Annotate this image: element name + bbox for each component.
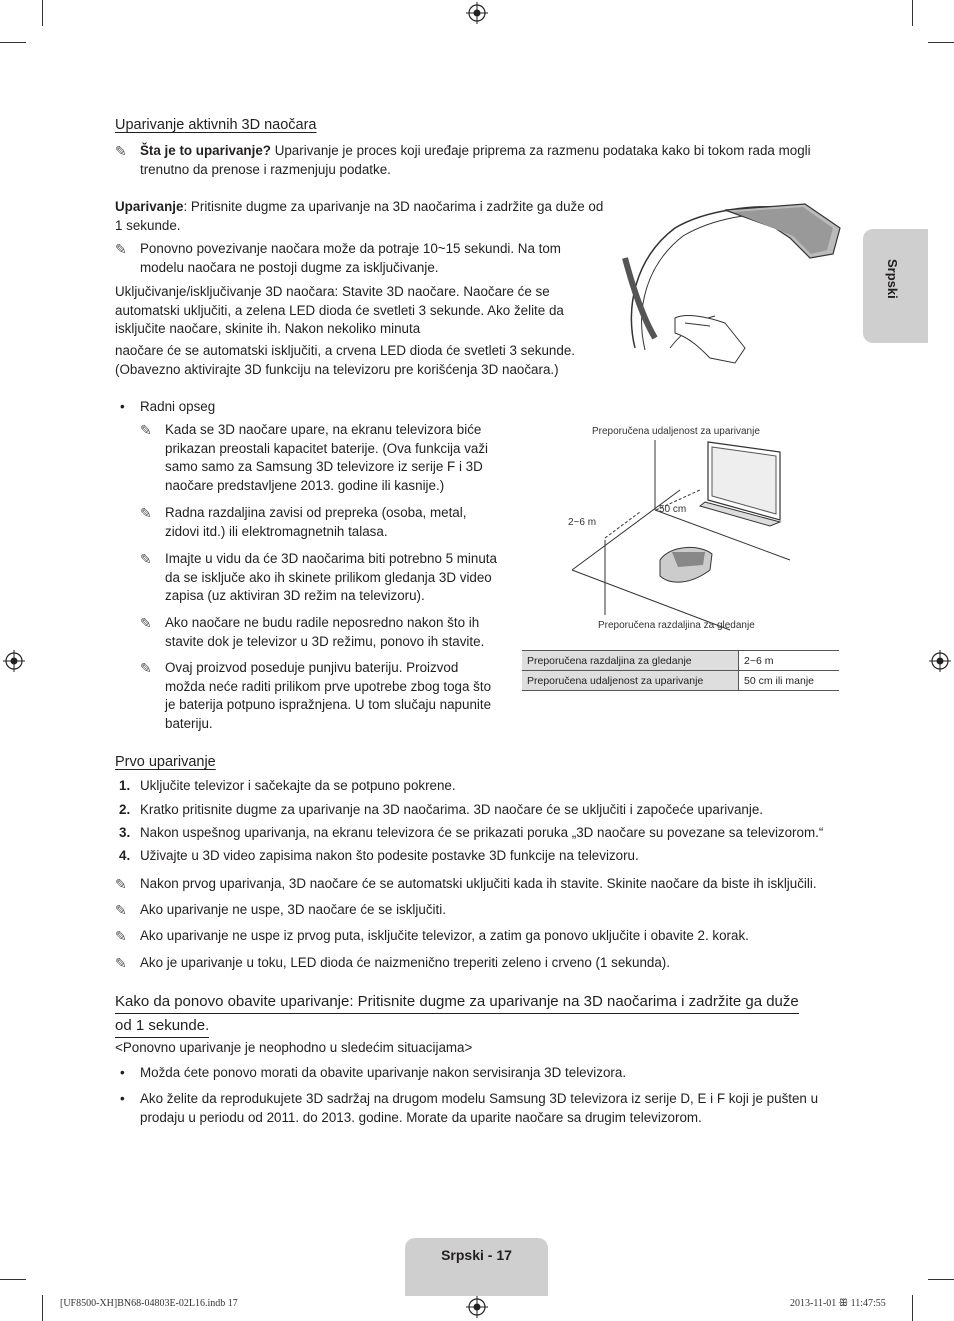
note — [140, 421, 500, 495]
pencil-note-icon: ✎ — [115, 143, 127, 159]
bullet-icon: • — [120, 1091, 125, 1106]
distance-table — [522, 650, 839, 691]
side-tab-label: Srpski — [885, 259, 900, 299]
registration-mark-icon — [466, 1296, 488, 1318]
step-text: Kratko pritisnite dugme za uparivanje na 3D naočarima. 3D naočare će se uključiti i započeće uparivanje. — [140, 802, 763, 817]
diagram-label-50cm: 50 cm — [659, 504, 687, 515]
diagram-drawing — [560, 420, 850, 640]
table-cell: 2~6 m — [739, 651, 840, 671]
note — [115, 240, 605, 277]
section-heading — [115, 990, 825, 1038]
note-text: Uparivanje je proces koji uređaje priprema za razmenu podataka kako bi tokom rada mogli trenutno da prenose i razmenjuju podatke. — [140, 143, 811, 177]
crop-mark — [928, 1279, 954, 1280]
pencil-note-icon: ✎ — [115, 955, 127, 971]
footer-timestamp: 2013-11-01 ꕥ 11:47:55 — [790, 1298, 886, 1309]
step-number: 3. — [119, 825, 131, 840]
registration-mark-icon — [929, 650, 951, 672]
glasses-illustration — [615, 198, 855, 370]
pairing-text: : Pritisnite dugme za uparivanje na 3D naočarima i zadržite ga duže od 1 sekunde. — [115, 199, 604, 233]
note — [115, 927, 840, 946]
bullet-text: Možda ćete ponovo morati da obavite uparivanje nakon servisiranja 3D televizora. — [140, 1065, 627, 1080]
note — [140, 659, 500, 733]
intro-text: <Ponovno uparivanje je neophodno u sledećim situacijama> — [115, 1040, 473, 1055]
pencil-note-icon: ✎ — [140, 422, 152, 438]
crop-mark — [912, 1295, 913, 1321]
table-cell: Preporučena razdaljina za gledanje — [522, 651, 739, 671]
step-text: Nakon uspešnog uparivanja, na ekranu televizora će se prikazati poruka „3D naočare su povezane sa televizorom.“ — [140, 825, 824, 840]
bullet-icon: • — [120, 399, 125, 414]
diagram-label-viewing-distance: Preporučena razdaljina za gledanje — [598, 620, 755, 631]
diagram-label-pairing-distance: Preporučena udaljenost za uparivanje — [592, 426, 760, 437]
pencil-note-icon: ✎ — [115, 241, 127, 257]
note — [140, 550, 500, 606]
note-text: Ovaj proizvod poseduje punjivu bateriju. Proizvod možda neće raditi prilikom prve upotrebe zbog toga što je baterija potpuno ispražnjena. U tom slučaju napunite bateriju. — [165, 660, 492, 731]
crop-mark — [42, 0, 43, 26]
language-side-tab — [863, 229, 928, 343]
crop-mark — [928, 42, 954, 43]
onoff-paragraph-3: (Obavezno aktivirajte 3D funkciju na televizoru pre korišćenja 3D naočara.) — [115, 362, 559, 377]
pairing-paragraph — [115, 198, 605, 235]
note-text: Ako uparivanje ne uspe, 3D naočare će se isključiti. — [140, 902, 446, 917]
bullet-text: Ako želite da reprodukujete 3D sadržaj na drugom modelu Samsung 3D televizora iz serije D, E i F koji je pušten u prodaju u periodu od 2011. do 2013. godine. Morate da uparite naočare sa drugim televizorom. — [140, 1091, 819, 1125]
bullet-icon: • — [120, 1065, 125, 1080]
note — [115, 901, 840, 920]
note-text: Ako naočare ne budu radile neposredno nakon što ih stavite dok je televizor u 3D režimu, ponovo ih stavite. — [165, 615, 485, 649]
pencil-note-icon: ✎ — [140, 505, 152, 521]
onoff-paragraph-2: naočare će se automatski isključiti, a crvena LED dioda će svetleti 3 sekunde. — [115, 343, 575, 358]
crop-mark — [0, 1279, 26, 1280]
heading-line-1: Kako da ponovo obavite uparivanje: Pritisnite dugme za uparivanje na 3D naočarima i zadržite ga duže — [115, 990, 799, 1014]
diagram-label-2-6m: 2~6 m — [568, 517, 597, 528]
pencil-note-icon: ✎ — [115, 902, 127, 918]
step-text: Uživajte u 3D video zapisima nakon što podesite postavke 3D funkcije na televizoru. — [140, 848, 639, 863]
note-text: Nakon prvog uparivanja, 3D naočare će se automatski uključiti kada ih stavite. Skinite naočare da biste ih isključili. — [140, 876, 817, 891]
note — [115, 142, 820, 179]
crop-mark — [912, 0, 913, 26]
pencil-note-icon: ✎ — [140, 615, 152, 631]
pencil-note-icon: ✎ — [140, 660, 152, 676]
note-text: Kada se 3D naočare upare, na ekranu televizora biće prikazan preostali kapacitet baterije. (Ova funkcija važi samo samo za Samsung 3D televizore iz serije F i 3D naočare predstavljene 2013. godine ili kasnije.) — [165, 422, 489, 493]
note-text: Ako uparivanje ne uspe iz prvog puta, isključite televizor, a zatim ga ponovo uključite i obavite 2. korak. — [140, 928, 749, 943]
note-text: Imajte u vidu da će 3D naočarima biti potrebno 5 minuta da se isključe ako ih skinete prilikom gledanja 3D video zapisa (uz aktiviran 3D režim na televizoru). — [165, 551, 497, 604]
table-row — [522, 671, 839, 691]
step-item — [119, 777, 456, 796]
step-item — [119, 847, 639, 866]
step-item — [119, 801, 763, 820]
page-number: Srpski - 17 — [441, 1247, 512, 1263]
crop-mark — [42, 1295, 43, 1321]
step-number: 1. — [119, 778, 131, 793]
step-text: Uključite televizor i sačekajte da se potpuno pokrene. — [140, 778, 456, 793]
heading-line-2: od 1 sekunde. — [115, 1014, 209, 1038]
note-text: Ponovno povezivanje naočara može da potraje 10~15 sekundi. Na tom modelu naočara ne postoji dugme za isključivanje. — [140, 241, 561, 275]
note — [140, 504, 500, 541]
note — [115, 954, 840, 973]
note-text: Ako je uparivanje u toku, LED dioda će naizmenično treperiti zeleno i crveno (1 sekunda). — [140, 955, 670, 970]
note — [115, 875, 840, 894]
step-item — [119, 824, 824, 843]
pencil-note-icon: ✎ — [115, 876, 127, 892]
table-cell: Preporučena udaljenost za uparivanje — [522, 671, 739, 691]
list-item — [120, 398, 216, 417]
list-item — [120, 1064, 840, 1083]
note-bold: Šta je to uparivanje? — [140, 143, 271, 158]
step-number: 4. — [119, 848, 131, 863]
step-number: 2. — [119, 802, 131, 817]
onoff-paragraph: Uključivanje/isključivanje 3D naočara: Stavite 3D naočare. Naočare će se automatski uključiti, a zelena LED dioda će svetleti 3 sekunde. Ako želite da isključite naočare, skinite ih. Nakon nekoliko minuta — [115, 284, 564, 337]
table-row — [522, 651, 839, 671]
list-item — [120, 1090, 840, 1127]
table-cell: 50 cm ili manje — [739, 671, 840, 691]
bullet-text: Radni opseg — [140, 399, 216, 414]
footer-file-info: [UF8500-XH]BN68-04803E-02L16.indb 17 — [60, 1298, 238, 1309]
pairing-bold: Uparivanje — [115, 199, 184, 214]
note — [140, 614, 500, 651]
section-heading: Uparivanje aktivnih 3D naočara — [115, 117, 317, 133]
note-text: Radna razdaljina zavisi od prepreka (osoba, metal, zidovi itd.) ili elektromagnetnih talasa. — [165, 505, 467, 539]
section-heading: Prvo uparivanje — [115, 754, 216, 770]
pencil-note-icon: ✎ — [115, 928, 127, 944]
crop-mark — [0, 42, 26, 43]
registration-mark-icon — [3, 650, 25, 672]
page-number-tab — [405, 1238, 548, 1296]
pencil-note-icon: ✎ — [140, 551, 152, 567]
distance-diagram — [560, 420, 850, 640]
registration-mark-icon — [466, 2, 488, 24]
